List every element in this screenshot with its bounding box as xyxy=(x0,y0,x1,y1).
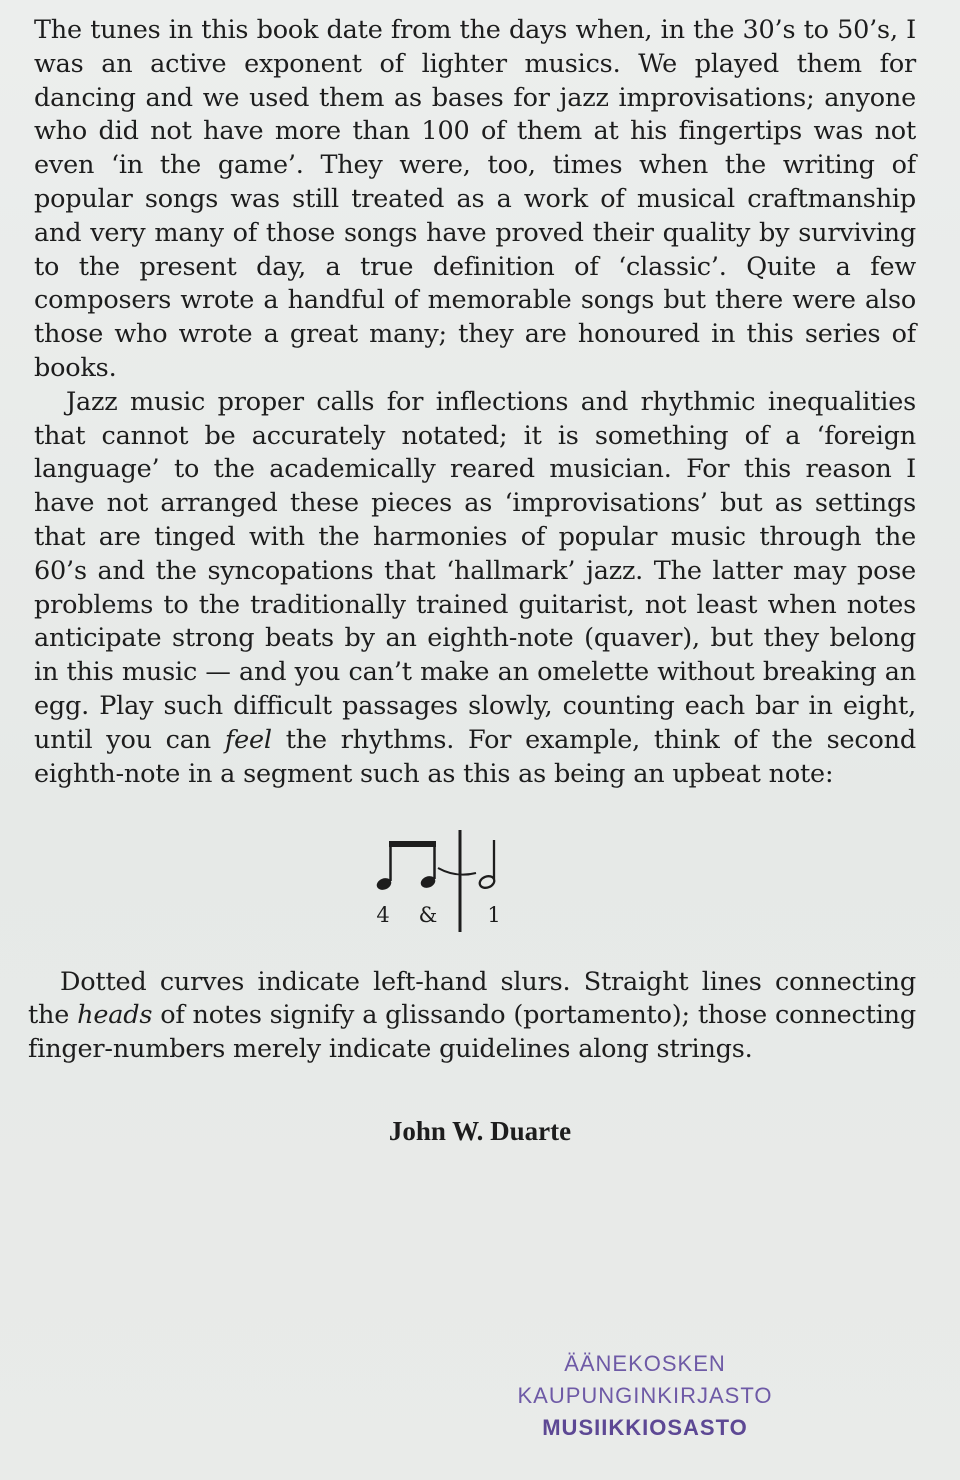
preface-text xyxy=(34,14,916,791)
paragraph-2 xyxy=(34,386,916,792)
note-beam xyxy=(389,841,436,847)
count-label-4: 4 xyxy=(376,903,390,927)
library-stamp xyxy=(490,1348,800,1444)
paragraph-2-text: Jazz music proper calls for inflections and rhythmic inequalities that cannot be accurately notated; it is something of a ‘foreign language’ to the academically reared musician. For this reason I have not arranged these pieces as ‘improvisations’ but as settings that are tinged with the harmonies of popular music through the 60’s and the syncopations that ‘hallmark’ jazz. The latter may pose problems to the traditionally trained guitarist, not least when notes anticipate strong beats by an eighth-note (quaver), but they belong in this music — and you can’t make an omelette without breaking an egg. Play such difficult passages slowly, counting each bar in eight, until you can xyxy=(34,386,916,755)
stamp-line-2: KAUPUNGINKIRJASTO xyxy=(517,1383,773,1408)
count-label-1: 1 xyxy=(487,903,501,927)
paragraph-2-emphasis: feel xyxy=(224,724,272,755)
author-signature: John W. Duarte xyxy=(388,1116,572,1146)
rhythm-notation-example xyxy=(366,828,526,936)
stamp-line-3: MUSIIKKIOSASTO xyxy=(542,1415,748,1440)
paragraph-1: The tunes in this book date from the days when, in the 30’s to 50’s, I was an active exponent of lighter musics. We played them for dancing and we used them as bases for jazz improvisations; anyone who did not have more than 100 of them at his fingertips was not even ‘in the game’. They were, too, times when the writing of popular songs was still treated as a work of musical craftmanship and very many of those songs have proved their quality by surviving to the present day, a true definition of ‘classic’. Quite a few composers wrote a handful of memorable songs but there were also those who wrote a great many; they are honoured in this series of books. xyxy=(34,15,916,383)
stamp-line-1: ÄÄNEKOSKEN xyxy=(564,1351,726,1376)
paragraph-2-tail: the rhythms. For example, think of the second eighth-note in a segment such as this as being an upbeat note: xyxy=(34,724,917,789)
closing-text-a: Dotted curves indicate left-hand slurs. Straight lines connecting the xyxy=(28,966,916,1031)
closing-text-b: of notes signify a glissando (portamento); those connecting finger-numbers merely indicate guidelines along strings. xyxy=(28,1000,916,1065)
closing-emphasis: heads xyxy=(77,1000,153,1031)
closing-paragraph xyxy=(28,966,916,1067)
tie-curve xyxy=(438,868,476,875)
count-label-and: & xyxy=(418,903,438,927)
